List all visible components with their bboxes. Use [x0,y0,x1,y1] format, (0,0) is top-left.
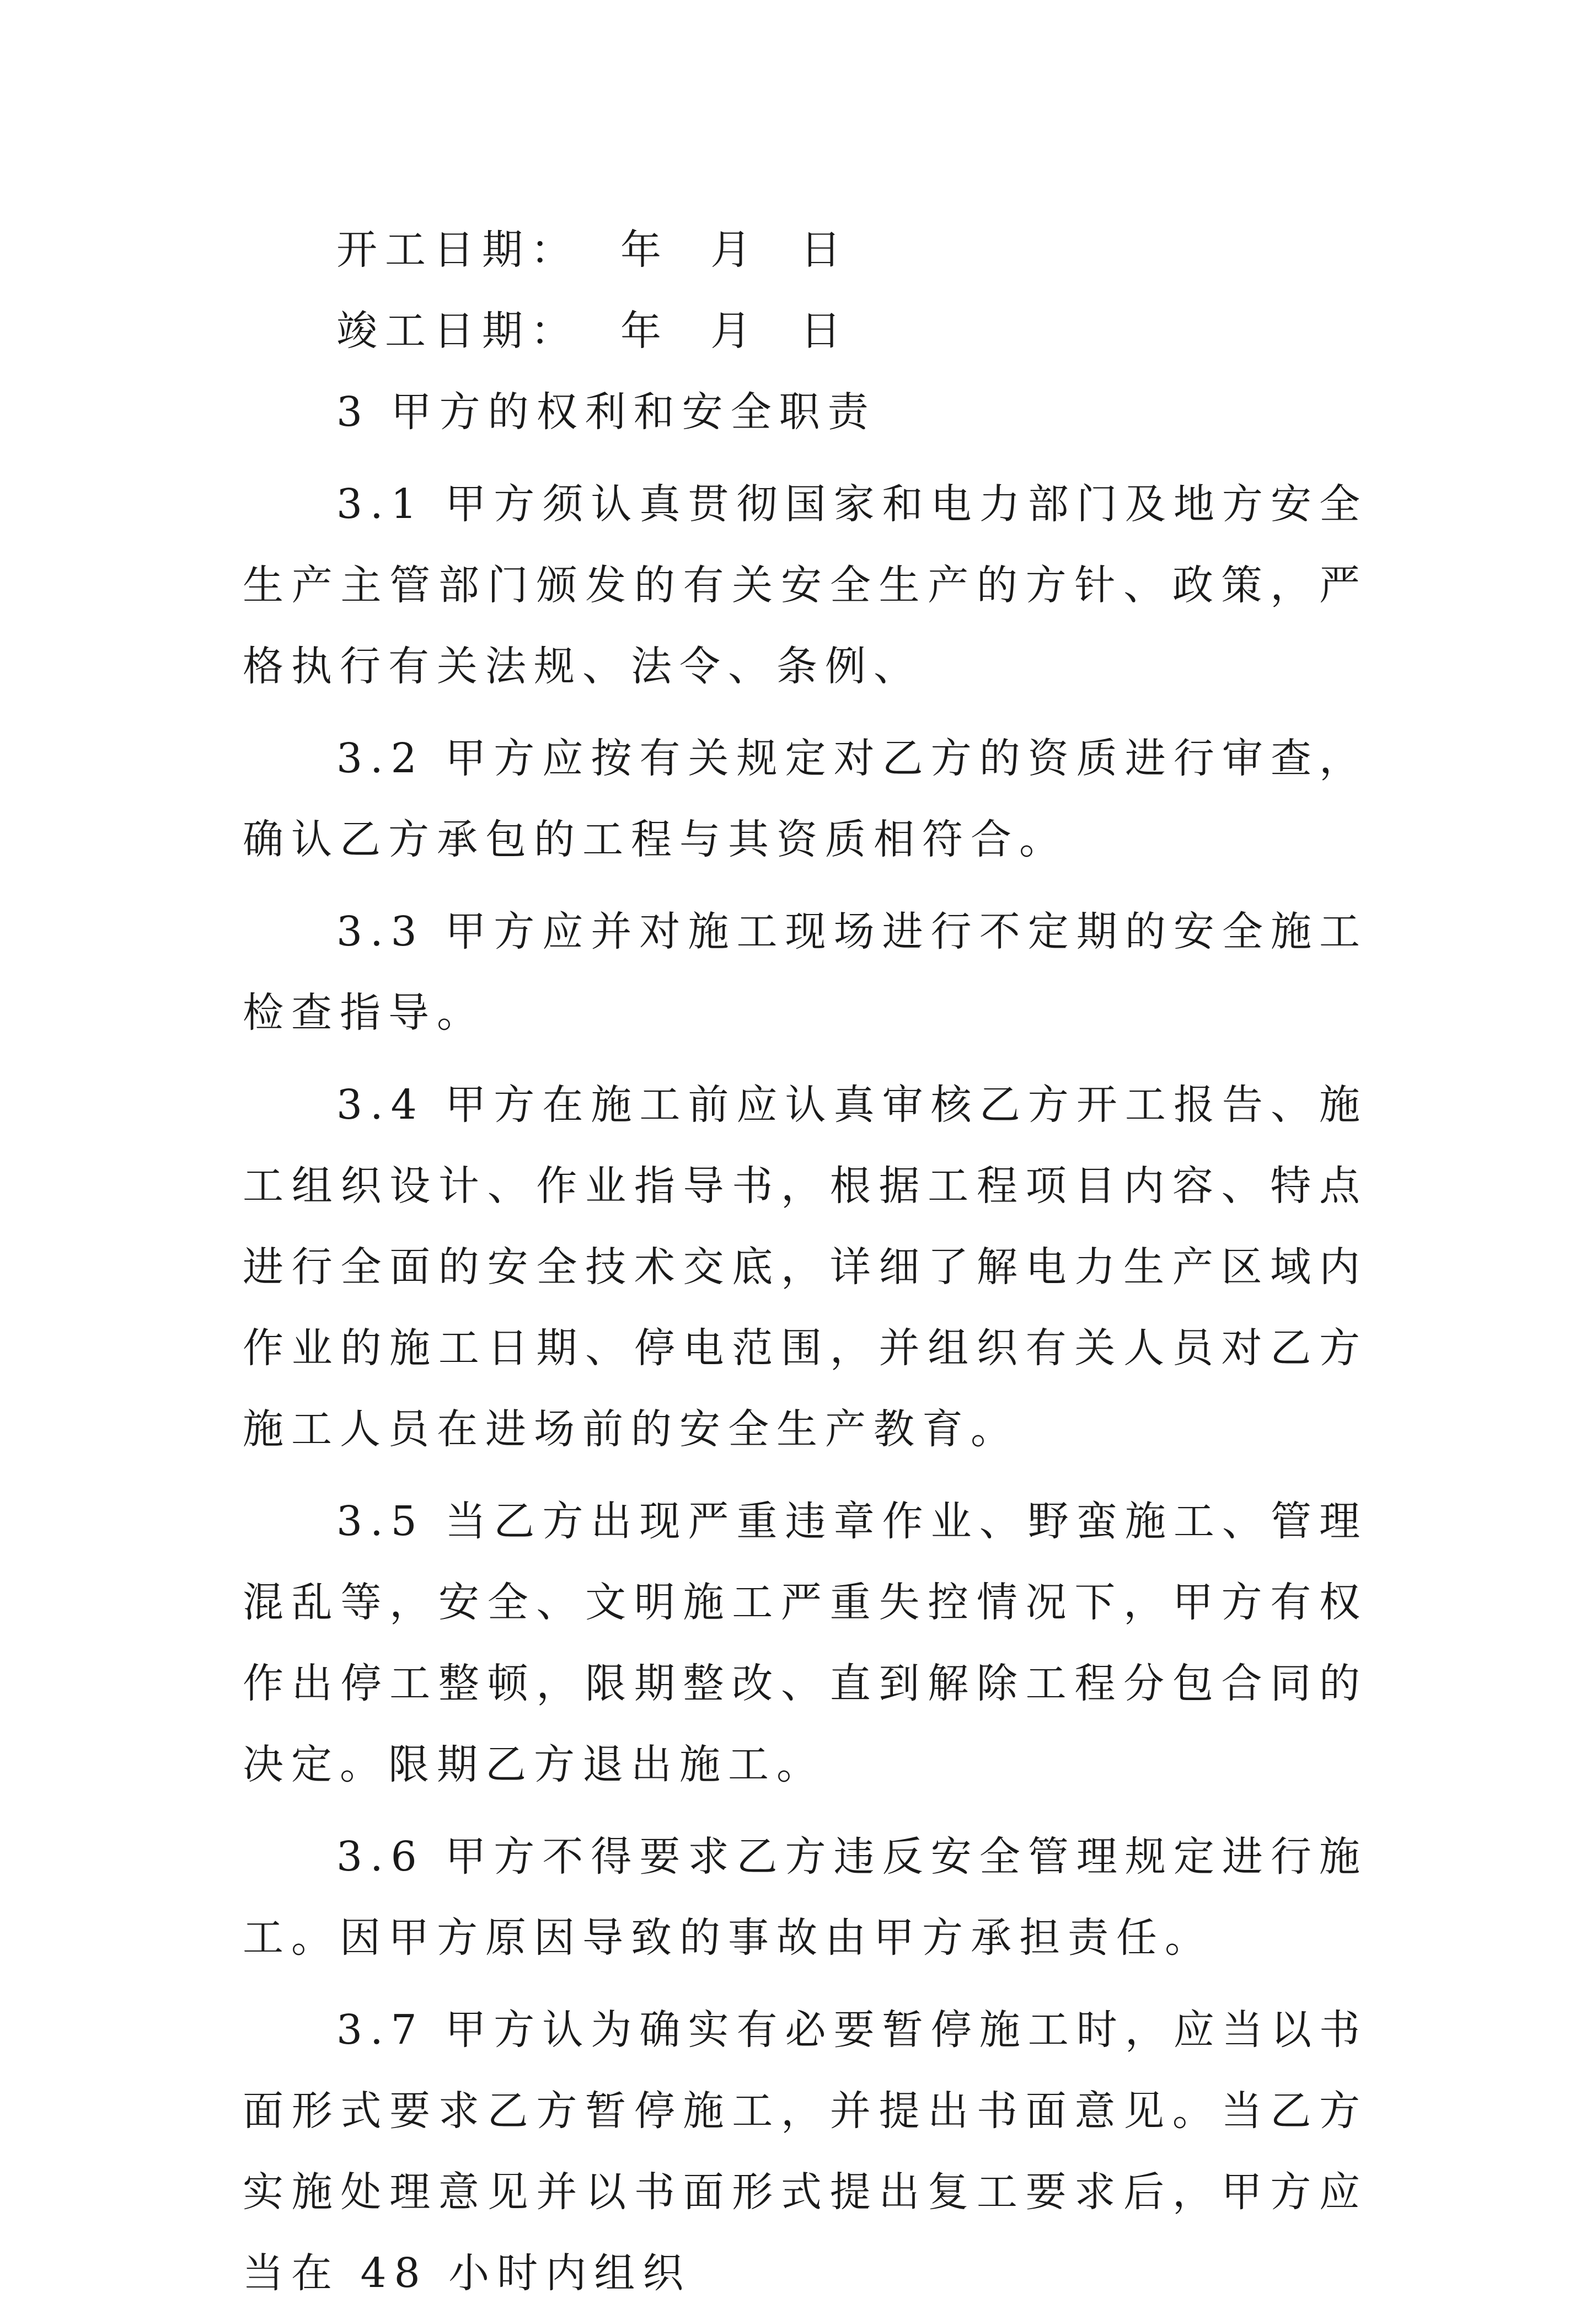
document-body [243,210,1368,2314]
paragraph-3-2: 3.2 甲方应按有关规定对乙方的资质进行审查，确认乙方承包的工程与其资质相符合。 [243,735,1368,863]
paragraph-3-4: 3.4 甲方在施工前应认真审核乙方开工报告、施工组织设计、作业指导书，根据工程项目内容、特点进行全面的安全技术交底，详细了解电力生产区域内作业的施工日期、停电范围，并组织有关人员对乙方施工人员在进场前的安全生产教育。 [243,1081,1368,1453]
paragraph-3-5: 3.5 当乙方出现严重违章作业、野蛮施工、管理混乱等，安全、文明施工严重失控情况下，甲方有权作出停工整顿，限期整改、直到解除工程分包合同的决定。限期乙方退出施工。 [243,1498,1368,1788]
paragraph-3-6: 3.6 甲方不得要求乙方违反安全管理规定进行施工。因甲方原因导致的事故由甲方承担责任。 [243,1833,1368,1962]
paragraph-3-7: 3.7 甲方认为确实有必要暂停施工时，应当以书面形式要求乙方暂停施工，并提出书面意见。当乙方实施处理意见并以书面形式提出复工要求后，甲方应当在 48 小时内组织 [243,2006,1368,2297]
section-heading: 3 甲方的权利和安全职责 [336,388,876,436]
completion-date-line: 竣工日期： 年 月 日 [336,307,849,355]
start-date-line: 开工日期： 年 月 日 [336,226,849,274]
paragraph-3-1: 3.1 甲方须认真贯彻国家和电力部门及地方安全生产主管部门颁发的有关安全生产的方针、政策，严格执行有关法规、法令、条例、 [243,480,1368,690]
paragraph-3-3: 3.3 甲方应并对施工现场进行不定期的安全施工检查指导。 [243,908,1368,1036]
